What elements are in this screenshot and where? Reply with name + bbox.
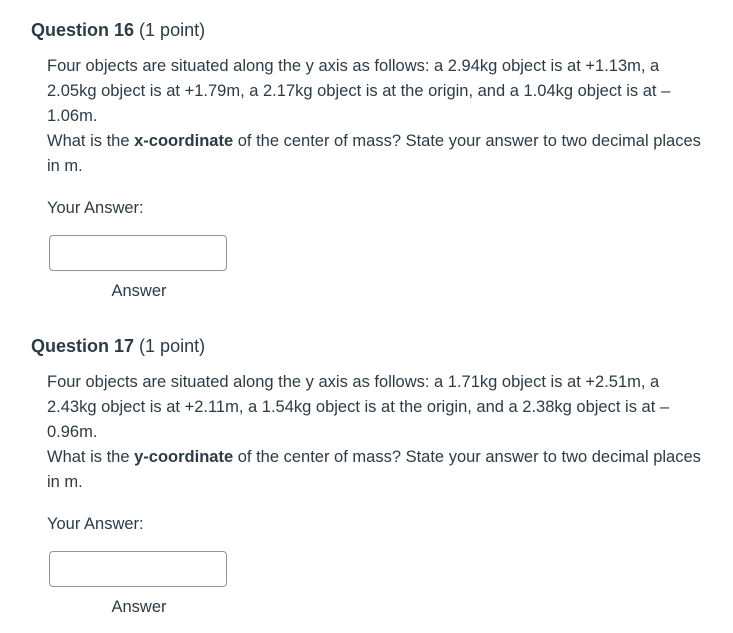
prompt-text-after: of the center of mass? State your answer to two decimal places in m. [47,132,701,175]
prompt-emphasis: y-coordinate [134,448,234,466]
your-answer-label: Your Answer: [47,515,144,533]
question-prompt [47,445,707,495]
answer-caption: Answer [111,598,167,616]
question-header [31,18,205,42]
answer-caption: Answer [111,282,167,300]
question-title: Question 16 [31,20,135,40]
prompt-emphasis: x-coordinate [134,132,234,150]
question-statement: Four objects are situated along the y axis as follows: a 2.94kg object is at +1.13m, a 2.05kg object is at +1.79m, a 2.17kg object is at the origin, and a 1.04kg object is at –1.06m. [47,57,671,125]
question-points: (1 point) [139,20,206,40]
answer-input[interactable] [49,235,227,271]
answer-input[interactable] [49,551,227,587]
question-prompt [47,129,707,179]
question-header [31,334,205,358]
prompt-text-before: What is the [47,132,135,150]
prompt-text-after: of the center of mass? State your answer to two decimal places in m. [47,448,701,491]
question-text [47,54,707,179]
question-points: (1 point) [139,336,206,356]
question-statement: Four objects are situated along the y axis as follows: a 1.71kg object is at +2.51m, a 2.43kg object is at +2.11m, a 1.54kg object is at the origin, and a 2.38kg object is at –0.96m. [47,373,670,441]
prompt-text-before: What is the [47,448,135,466]
your-answer-label: Your Answer: [47,199,144,217]
question-title: Question 17 [31,336,135,356]
question-text [47,370,707,495]
